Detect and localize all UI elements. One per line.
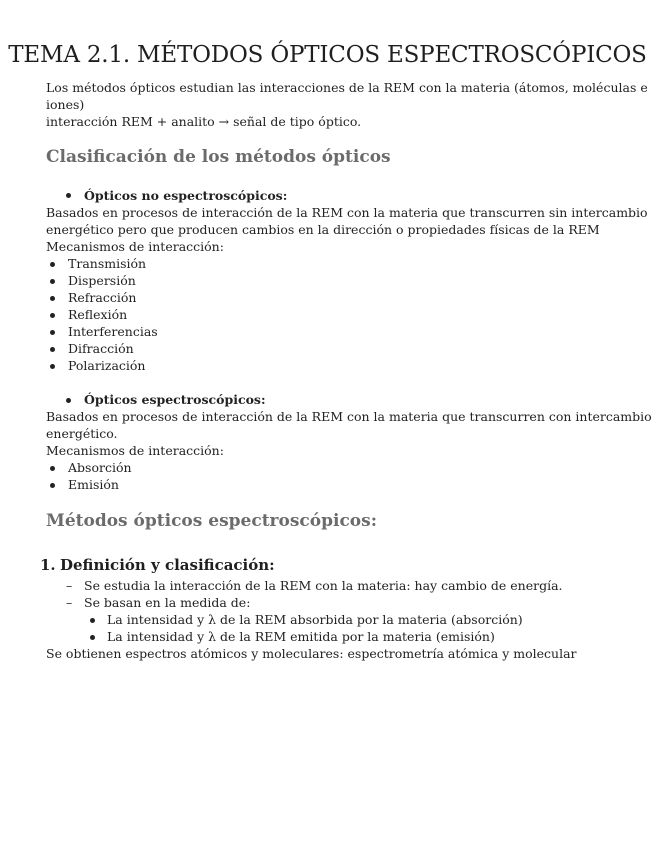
- bullet-icon: [50, 279, 55, 284]
- no-espectro-desc-1: Basados en procesos de interacción de la REM con la materia que transcurren sin intercambio: [46, 205, 648, 220]
- bullet-icon: [66, 193, 71, 198]
- list-item: Refracción: [68, 290, 137, 305]
- dash-item-2: Se basan en la medida de:: [84, 595, 251, 610]
- bullet-icon: [50, 330, 55, 335]
- section-heading-metodos: Métodos ópticos espectroscópicos:: [46, 511, 377, 531]
- subheading-no-espectroscopicos: Ópticos no espectroscópicos:: [84, 188, 288, 203]
- list-item: Emisión: [68, 477, 119, 492]
- dash-icon: –: [66, 578, 73, 593]
- bullet-icon: [50, 313, 55, 318]
- espectro-mech-label: Mecanismos de interacción:: [46, 443, 224, 458]
- espectro-desc-2: energético.: [46, 426, 118, 441]
- page-title: TEMA 2.1. MÉTODOS ÓPTICOS ESPECTROSCÓPICOS: [8, 42, 647, 68]
- bullet-icon: [50, 364, 55, 369]
- list-item: Dispersión: [68, 273, 136, 288]
- list-item: Reflexión: [68, 307, 128, 322]
- list-item: Interferencias: [68, 324, 158, 339]
- espectro-desc-1: Basados en procesos de interacción de la REM con la materia que transcurren con intercambio: [46, 409, 652, 424]
- bullet-icon: [50, 483, 55, 488]
- subheading-espectroscopicos: Ópticos espectroscópicos:: [84, 392, 266, 407]
- conclusion-line: Se obtienen espectros atómicos y moleculares: espectrometría atómica y molecular: [46, 646, 577, 661]
- section-heading-clasificacion: Clasificación de los métodos ópticos: [46, 147, 391, 167]
- list-number: 1.: [40, 556, 56, 574]
- list-item: La intensidad y λ de la REM emitida por la materia (emisión): [107, 629, 495, 644]
- bullet-icon: [50, 466, 55, 471]
- dash-icon: –: [66, 595, 73, 610]
- bullet-icon: [50, 262, 55, 267]
- list-item: Difracción: [68, 341, 134, 356]
- bullet-icon: [50, 296, 55, 301]
- bullet-icon: [90, 635, 95, 640]
- list-item: Transmisión: [68, 256, 147, 271]
- intro-line-1: Los métodos ópticos estudian las interacciones de la REM con la materia (átomos, moléculas e: [46, 80, 648, 95]
- list-item: Absorción: [68, 460, 132, 475]
- intro-line-3: interacción REM + analito → señal de tipo óptico.: [46, 114, 362, 129]
- no-espectro-mech-label: Mecanismos de interacción:: [46, 239, 224, 254]
- dash-item-1: Se estudia la interacción de la REM con la materia: hay cambio de energía.: [84, 578, 563, 593]
- no-espectro-desc-2: energético pero que producen cambios en la dirección o propiedades físicas de la REM: [46, 222, 600, 237]
- bullet-icon: [50, 347, 55, 352]
- list-item: La intensidad y λ de la REM absorbida por la materia (absorción): [107, 612, 523, 627]
- list-item: Polarización: [68, 358, 146, 373]
- subheading-definicion: Definición y clasificación:: [60, 556, 275, 574]
- bullet-icon: [66, 398, 71, 403]
- bullet-icon: [90, 618, 95, 623]
- intro-line-2: iones): [46, 97, 85, 112]
